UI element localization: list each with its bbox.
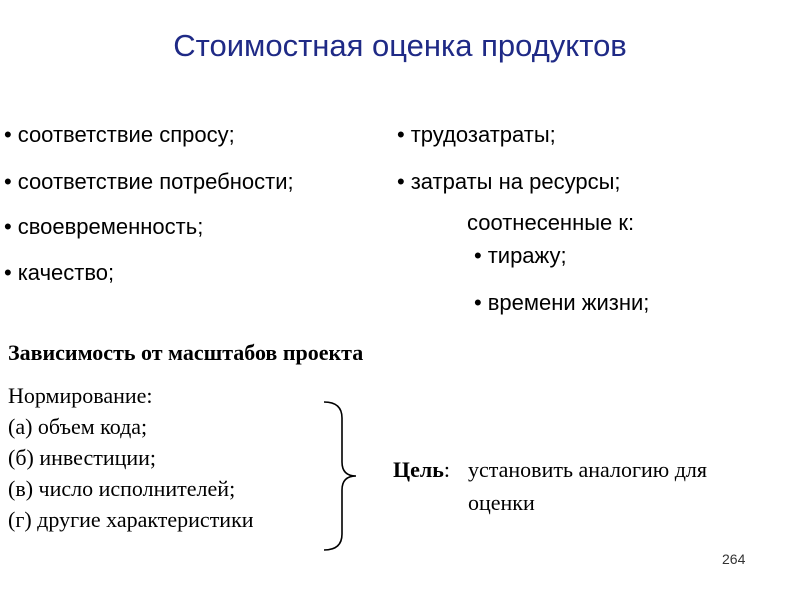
- normalization-item: (в) число исполнителей;: [8, 476, 236, 501]
- list-item: • времени жизни;: [474, 290, 649, 316]
- list-item: • тиражу;: [474, 243, 567, 269]
- normalization-item: (б) инвестиции;: [8, 445, 157, 470]
- related-label: соотнесенные к:: [467, 210, 635, 235]
- curly-brace-icon: [322, 400, 362, 552]
- list-item: • соответствие потребности;: [4, 169, 294, 195]
- section-heading: Зависимость от масштабов проекта: [8, 340, 364, 365]
- normalization-label: Нормирование:: [8, 383, 153, 408]
- list-item: • качество;: [4, 260, 114, 286]
- list-item: • трудозатраты;: [397, 122, 556, 148]
- page-number: 264: [722, 551, 746, 567]
- list-item: • своевременность;: [4, 214, 203, 240]
- goal-block: Цель: установить аналогию для оценки: [393, 453, 450, 486]
- normalization-item: (г) другие характеристики: [8, 507, 254, 532]
- slide-title: Стоимостная оценка продуктов: [173, 28, 627, 63]
- goal-label: Цель: [393, 457, 444, 482]
- list-item: • затраты на ресурсы;: [397, 169, 621, 195]
- list-item: • соответствие спросу;: [4, 122, 235, 148]
- normalization-item: (а) объем кода;: [8, 414, 148, 439]
- goal-text: установить аналогию для оценки: [468, 457, 707, 515]
- normalization-block: [8, 380, 254, 535]
